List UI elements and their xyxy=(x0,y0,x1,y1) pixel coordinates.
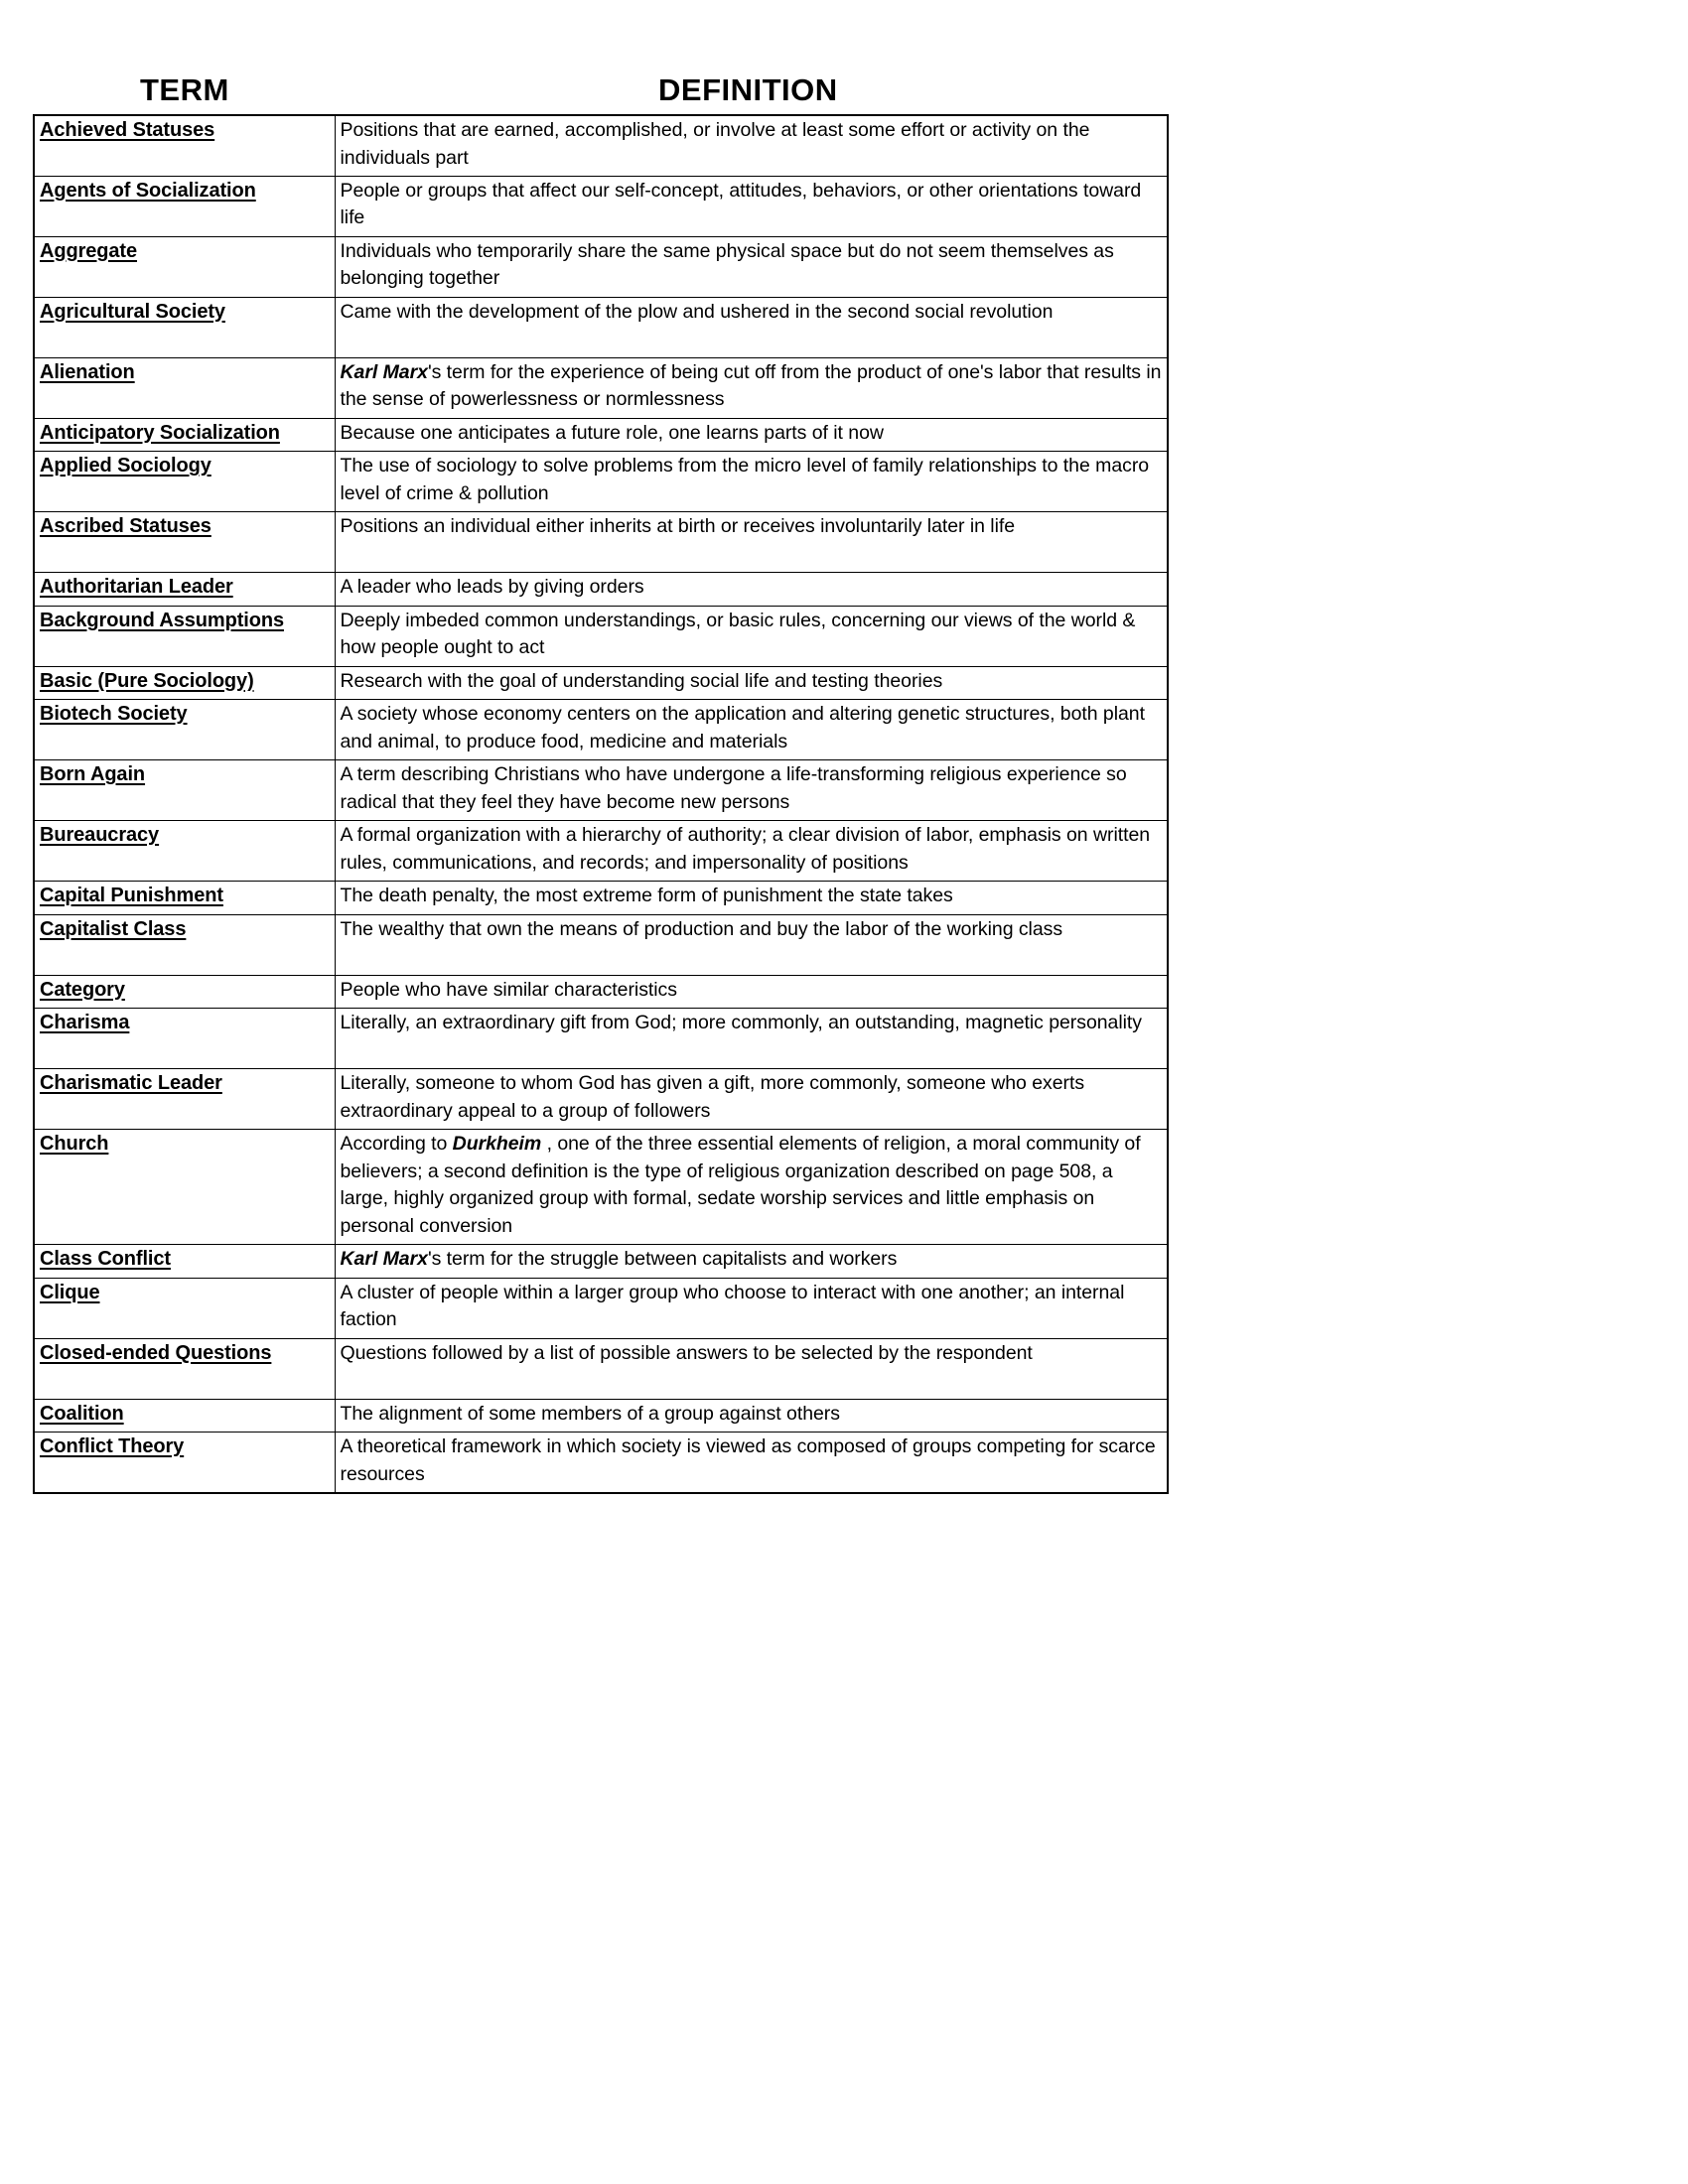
table-row xyxy=(34,666,1168,700)
term-cell xyxy=(34,882,335,915)
definition-prefix: People or groups that affect our self-concept, attitudes, behaviors, or other orientations toward life xyxy=(340,179,1142,228)
definition-text xyxy=(341,1246,1164,1274)
term-label: Achieved Statuses xyxy=(40,119,215,141)
term-label: Conflict Theory xyxy=(40,1435,185,1457)
definition-prefix: Positions that are earned, accomplished, or involve at least some effort or activity on the individuals part xyxy=(340,119,1090,169)
table-row xyxy=(34,1338,1168,1399)
definition-cell xyxy=(335,975,1168,1009)
definition-emphasis: Karl Marx xyxy=(340,360,428,383)
definition-suffix: 's term for the struggle between capitalists and workers xyxy=(427,1248,898,1270)
term-cell xyxy=(34,1433,335,1493)
definition-prefix: A theoretical framework in which society is viewed as composed of groups competing for scarce resources xyxy=(340,1435,1156,1485)
term-cell xyxy=(34,297,335,357)
definition-emphasis: Karl Marx xyxy=(340,1248,428,1270)
definition-cell xyxy=(335,760,1168,821)
definition-prefix: A cluster of people within a larger group who choose to interact with one another; an internal faction xyxy=(340,1281,1125,1330)
term-cell xyxy=(34,1009,335,1069)
definition-text xyxy=(341,1401,1164,1429)
definition-prefix: Questions followed by a list of possible answers to be selected by the respondent xyxy=(340,1341,1033,1364)
term-cell xyxy=(34,1069,335,1130)
definition-cell xyxy=(335,1278,1168,1338)
definition-cell xyxy=(335,357,1168,418)
term-label: Born Again xyxy=(40,763,146,785)
column-headers xyxy=(33,73,1167,113)
definition-text xyxy=(341,822,1164,877)
definition-prefix: The alignment of some members of a group against others xyxy=(340,1402,840,1425)
table-row xyxy=(34,176,1168,236)
term-cell xyxy=(34,1399,335,1433)
table-row xyxy=(34,1433,1168,1493)
definition-cell xyxy=(335,452,1168,512)
term-label: Bureaucracy xyxy=(40,824,160,846)
term-label: Category xyxy=(40,978,125,1001)
table-row xyxy=(34,1245,1168,1279)
term-cell xyxy=(34,666,335,700)
table-row xyxy=(34,1278,1168,1338)
definition-text xyxy=(341,977,1164,1005)
definition-text xyxy=(341,299,1164,327)
table-row xyxy=(34,573,1168,607)
definition-cell xyxy=(335,115,1168,176)
definition-text xyxy=(341,1340,1164,1368)
table-row xyxy=(34,606,1168,666)
definition-prefix: A society whose economy centers on the application and altering genetic structures, both plant and animal, to produce food, medicine and materials xyxy=(340,703,1145,752)
table-row xyxy=(34,1069,1168,1130)
definition-prefix: Literally, someone to whom God has given a gift, more commonly, someone who exerts extraordinary appeal to a group of followers xyxy=(340,1072,1085,1122)
definition-emphasis: Durkheim xyxy=(452,1133,542,1155)
definition-cell xyxy=(335,236,1168,297)
definition-text xyxy=(341,1433,1164,1488)
definition-prefix: A term describing Christians who have undergone a life-transforming religious experience so radical that they feel they have become new persons xyxy=(340,763,1127,813)
definition-prefix: Deeply imbeded common understandings, or basic rules, concerning our views of the world & how people ought to act xyxy=(340,609,1136,658)
table-row xyxy=(34,1399,1168,1433)
definition-text xyxy=(341,117,1164,172)
term-label: Clique xyxy=(40,1281,100,1303)
term-label: Ascribed Statuses xyxy=(40,515,211,537)
definition-prefix: Research with the goal of understanding social life and testing theories xyxy=(340,669,943,692)
term-label: Capitalist Class xyxy=(40,917,187,940)
definition-text xyxy=(341,513,1164,541)
table-row xyxy=(34,760,1168,821)
term-label: Class Conflict xyxy=(40,1248,171,1270)
definition-text xyxy=(341,420,1164,448)
definition-cell xyxy=(335,1245,1168,1279)
definition-text xyxy=(341,761,1164,816)
term-cell xyxy=(34,176,335,236)
definition-cell xyxy=(335,1433,1168,1493)
column-header-definition: DEFINITION xyxy=(658,72,838,107)
definition-prefix: Positions an individual either inherits at birth or receives involuntarily later in life xyxy=(340,515,1016,537)
term-label: Authoritarian Leader xyxy=(40,576,233,598)
term-cell xyxy=(34,357,335,418)
term-label: Basic (Pure Sociology) xyxy=(40,669,254,692)
term-label: Charisma xyxy=(40,1012,130,1033)
term-label: Capital Punishment xyxy=(40,885,223,906)
definition-cell xyxy=(335,418,1168,452)
table-row xyxy=(34,418,1168,452)
definition-prefix: According to xyxy=(340,1133,453,1155)
definition-prefix: The use of sociology to solve problems from the micro level of family relationships to the macro level of crime & pollution xyxy=(340,455,1150,504)
term-cell xyxy=(34,700,335,760)
term-label: Closed-ended Questions xyxy=(40,1341,272,1364)
definition-prefix: A formal organization with a hierarchy of authority; a clear division of labor, emphasis on written rules, communications, and records; and impersonality of positions xyxy=(340,824,1151,874)
definition-text xyxy=(341,1070,1164,1125)
definition-text xyxy=(341,1280,1164,1334)
term-label: Agents of Socialization xyxy=(40,179,256,202)
definition-suffix: , one of the three essential elements of religion, a moral community of believers; a second definition is the type of religious organization described on page 508, a large, highly organized group with formal, sedate worship services and little emphasis on personal conversion xyxy=(340,1133,1141,1237)
glossary-table xyxy=(33,114,1169,1494)
definition-text xyxy=(341,1131,1164,1240)
definition-prefix: The death penalty, the most extreme form of punishment the state takes xyxy=(340,885,953,906)
definition-text xyxy=(341,668,1164,696)
definition-cell xyxy=(335,700,1168,760)
term-cell xyxy=(34,418,335,452)
term-cell xyxy=(34,1338,335,1399)
term-label: Biotech Society xyxy=(40,703,188,725)
term-label: Aggregate xyxy=(40,239,138,262)
term-cell xyxy=(34,1245,335,1279)
term-label: Alienation xyxy=(40,360,135,383)
term-cell xyxy=(34,606,335,666)
table-row xyxy=(34,914,1168,975)
term-cell xyxy=(34,236,335,297)
definition-prefix: A leader who leads by giving orders xyxy=(340,576,644,598)
term-label: Background Assumptions xyxy=(40,609,284,631)
table-row xyxy=(34,1130,1168,1245)
table-row xyxy=(34,882,1168,915)
term-label: Church xyxy=(40,1133,109,1155)
table-row xyxy=(34,1009,1168,1069)
definition-cell xyxy=(335,1130,1168,1245)
table-row xyxy=(34,975,1168,1009)
table-row xyxy=(34,236,1168,297)
glossary-table-body xyxy=(34,115,1168,1493)
term-label: Charismatic Leader xyxy=(40,1072,222,1094)
term-label: Anticipatory Socialization xyxy=(40,421,280,444)
term-cell xyxy=(34,1130,335,1245)
term-label: Agricultural Society xyxy=(40,300,225,323)
definition-text xyxy=(341,916,1164,944)
term-cell xyxy=(34,821,335,882)
definition-text xyxy=(341,574,1164,602)
definition-prefix: People who have similar characteristics xyxy=(340,978,677,1001)
definition-text xyxy=(341,178,1164,232)
definition-text xyxy=(341,359,1164,414)
definition-prefix: Came with the development of the plow and ushered in the second social revolution xyxy=(340,300,1054,323)
definition-cell xyxy=(335,666,1168,700)
definition-text xyxy=(341,608,1164,662)
table-row xyxy=(34,700,1168,760)
table-row xyxy=(34,512,1168,573)
definition-cell xyxy=(335,573,1168,607)
definition-prefix: The wealthy that own the means of production and buy the labor of the working class xyxy=(340,917,1063,940)
definition-cell xyxy=(335,297,1168,357)
term-label: Applied Sociology xyxy=(40,455,211,477)
table-row xyxy=(34,297,1168,357)
table-row xyxy=(34,357,1168,418)
definition-cell xyxy=(335,1338,1168,1399)
definition-cell xyxy=(335,1069,1168,1130)
definition-cell xyxy=(335,606,1168,666)
definition-text xyxy=(341,238,1164,293)
definition-prefix: Individuals who temporarily share the same physical space but do not seem themselves as belonging together xyxy=(340,239,1114,289)
term-label: Coalition xyxy=(40,1402,124,1425)
definition-text xyxy=(341,1010,1164,1037)
term-cell xyxy=(34,914,335,975)
definition-text xyxy=(341,701,1164,755)
definition-text xyxy=(341,453,1164,507)
table-row xyxy=(34,452,1168,512)
term-cell xyxy=(34,512,335,573)
column-header-term: TERM xyxy=(140,72,229,107)
term-cell xyxy=(34,452,335,512)
table-row xyxy=(34,821,1168,882)
definition-cell xyxy=(335,914,1168,975)
definition-cell xyxy=(335,512,1168,573)
term-cell xyxy=(34,1278,335,1338)
definition-prefix: Because one anticipates a future role, one learns parts of it now xyxy=(340,421,884,444)
term-cell xyxy=(34,573,335,607)
term-cell xyxy=(34,975,335,1009)
definition-suffix: 's term for the experience of being cut off from the product of one's labor that results in the sense of powerlessness or normlessness xyxy=(340,360,1162,410)
term-cell xyxy=(34,115,335,176)
definition-prefix: Literally, an extraordinary gift from God; more commonly, an outstanding, magnetic personality xyxy=(340,1012,1142,1033)
definition-cell xyxy=(335,1009,1168,1069)
term-cell xyxy=(34,760,335,821)
definition-cell xyxy=(335,821,1168,882)
definition-cell xyxy=(335,176,1168,236)
definition-text xyxy=(341,883,1164,910)
definition-cell xyxy=(335,882,1168,915)
table-row xyxy=(34,115,1168,176)
definition-cell xyxy=(335,1399,1168,1433)
